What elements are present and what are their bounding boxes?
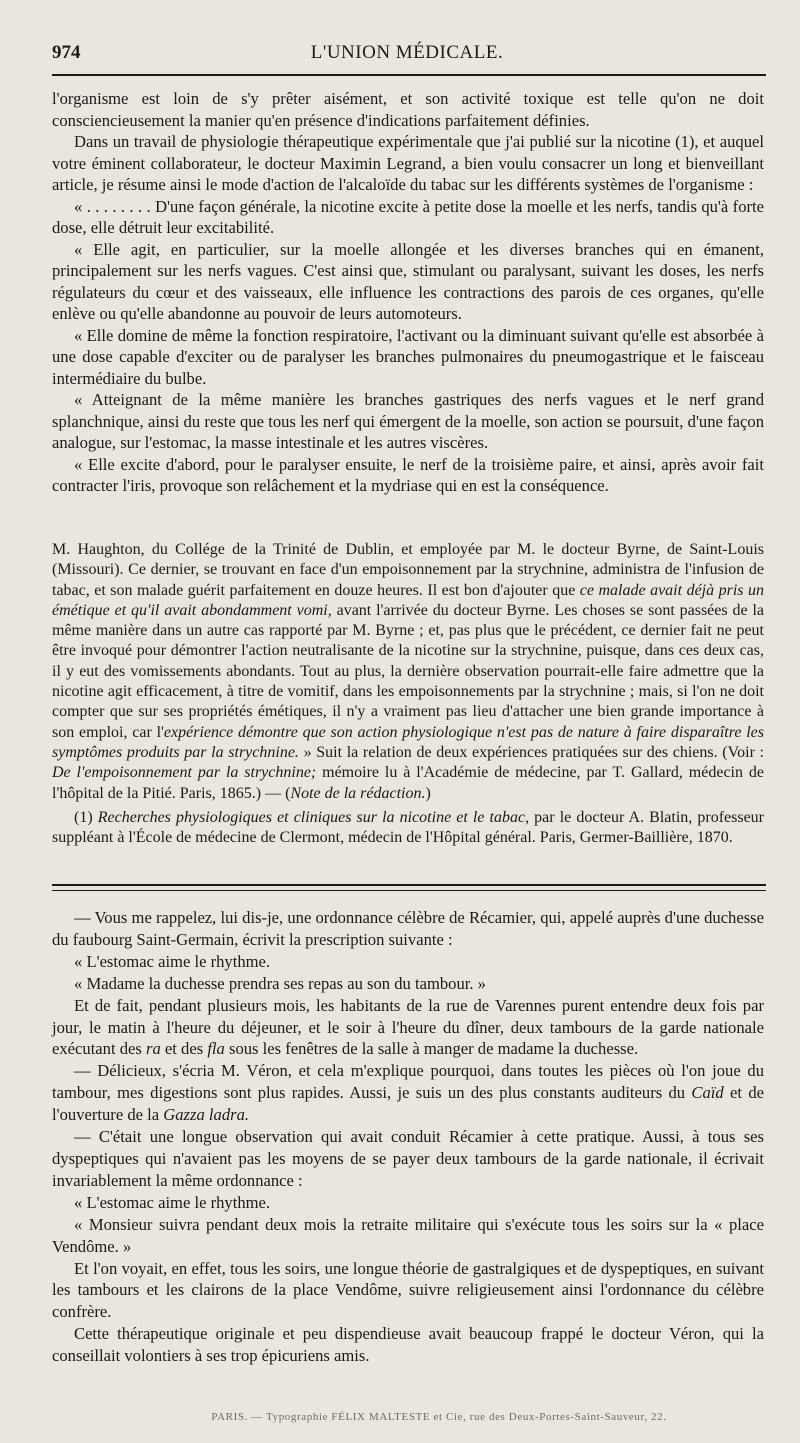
quote-paragraph-5: « Elle excite d'abord, pour le paralyser ensuite, le nerf de la troisième paire, et ainsi, après avoir fait contracter l'iris, provoque son relâchement et la mydriase qui en est la conséquence. — [52, 454, 764, 495]
feuilleton-paragraph-4: Et de fait, pendant plusieurs mois, les habitants de la rue de Varennes purent entendre deux fois par jour, le matin à l'heure du déjeuner, et le soir à l'heure du dîner, deux tambours de la garde nationale exécutant des ra et des fla sous les fenêtres de la salle à manger de madame la duchesse. — [52, 995, 764, 1059]
footnote: (1) Recherches physiologiques et cliniques sur la nicotine et le tabac, par le docteur A. Blatin, professeur suppléant à l'École de médecine de Clermont, médecin de l'Hôpital général. Paris, Germer-Baillière, 1870. — [52, 808, 765, 847]
header-rule — [52, 74, 766, 76]
editorial-note — [52, 540, 764, 848]
printer-imprint: PARIS. — Typographie FÉLIX MALTESTE et Cie, rue des Deux-Portes-Saint-Sauveur, 22. — [211, 1411, 667, 1423]
quote-paragraph-4: « Atteignant de la même manière les branches gastriques des nerfs vagues et le nerf grand splanchnique, ainsi du reste que tous les nerf qui émergent de la moelle, son action se poursuit, d'une façon analogue, sur l'estomac, la masse intestinale et les autres viscères. — [52, 390, 764, 452]
feuilleton-paragraph-7: « L'estomac aime le rhythme. — [74, 1192, 271, 1212]
feuilleton-paragraph-8: « Monsieur suivra pendant deux mois la retraite militaire qui s'exécute tous les soirs sur la « place Vendôme. » — [52, 1214, 764, 1256]
running-header — [52, 38, 762, 66]
main-text — [52, 88, 764, 497]
quote-paragraph-2: « Elle agit, en particulier, sur la moelle allongée et les diverses branches qui en émanent, principalement sur les nerfs vagues. C'est ainsi que, stimulant ou paralysant, suivant les doses, les nerfs régulateurs du cœur et des vaisseaux, elle influence les contractions des parois de ces organes, qu'elle enlève ou qu'elle abandonne au pouvoir de leurs automoteurs. — [52, 239, 764, 323]
feuilleton-rule-top — [52, 884, 766, 886]
feuilleton-paragraph-6: — C'était une longue observation qui avait conduit Récamier à cette pratique. Aussi, à tous ses dyspeptiques qui n'avaient pas les moyens de se payer deux tambours de la garde nationale, il écrivait invariablement la même ordonnance : — [52, 1127, 764, 1190]
feuilleton-paragraph-10: Cette thérapeutique originale et peu dispendieuse avait beaucoup frappé le docteur Véron, qui la conseillait volontiers à ses trop épicuriens amis. — [52, 1324, 764, 1366]
feuilleton-paragraph-9: Et l'on voyait, en effet, tous les soirs, une longue théorie de gastralgiques et de dyspeptiques, en suivant les tambours et les clairons de la place Vendôme, suivre religieusement ainsi l'ordonnance du célèbre confrère. — [52, 1258, 764, 1322]
feuilleton-rule-bottom — [52, 890, 766, 891]
page-number: 974 — [52, 42, 81, 63]
note-paragraph: M. Haughton, du Collége de la Trinité de Dublin, et employée par M. le docteur Byrne, de Saint-Louis (Missouri). Ce dernier, se trouvant en face d'un empoisonnement par la strychnine, administra de l'infusion de tabac, et son malade guérit parfaitement en douze heures. Il est bon d'ajouter que ce malade avait déjà pris un émétique et qu'il avait abondamment vomi, avant l'arrivée du docteur Byrne. Les choses se sont passées de la même manière dans un autre cas rapporté par M. Byrne ; et, pas plus que le précédent, ce dernier fait ne peut être invoqué pour démontrer l'action neutralisante de la nicotine sur la strychnine, puisque, dans ces deux cas, il y eut des vomissements abondants. Tout au plus, la dernière observation pourrait-elle faire admettre que la nicotine agit efficacement, à titre de vomitif, dans les empoisonnements par la strychnine ; mais, si l'on ne doit compter que sur ses propriétés émétiques, il n'y a vraiment pas lieu d'attacher une bien grande importance à son emploi, car l'expérience démontre que son action physiologique n'est pas de nature à faire disparaître les symptômes produits par la strychnine. » Suit la relation de deux expériences pratiquées sur des chiens. (Voir : De l'empoisonnement par la strychnine; mémoire lu à l'Académie de médecine, par T. Gallard, médecin de l'hôpital de la Pitié. Paris, 1865.) — (Note de la rédaction.) — [52, 541, 765, 802]
feuilleton-paragraph-5: — Délicieux, s'écria M. Véron, et cela m'explique pourquoi, dans toutes les pièces où l'on joue du tambour, mes digestions sont plus rapides. Aussi, je suis un des plus constants auditeurs du Caïd et de l'ouverture de la Gazza ladra. — [52, 1061, 764, 1125]
feuilleton-paragraph-1: — Vous me rappelez, lui dis-je, une ordonnance célèbre de Récamier, qui, appelé auprès d'une duchesse du faubourg Saint-Germain, écrivit la prescription suivante : — [52, 908, 764, 949]
quote-paragraph-1: « . . . . . . . . D'une façon générale, la nicotine excite à petite dose la moelle et les nerfs, tandis qu'à forte dose, elle détruit leur excitabilité. — [52, 196, 764, 237]
feuilleton-paragraph-3: « Madame la duchesse prendra ses repas au son du tambour. » — [74, 973, 486, 993]
feuilleton-paragraph-2: « L'estomac aime le rhythme. — [74, 951, 271, 971]
quote-paragraph-3: « Elle domine de même la fonction respiratoire, l'activant ou la diminuant suivant qu'elle est absorbée à une dose capable d'exciter ou de paralyser les branches pulmonaires du pneumogastrique et le faisceau intermédiaire du bulbe. — [52, 325, 764, 388]
paragraph-1: l'organisme est loin de s'y prêter aisément, et son activité toxique est telle qu'on ne doit consciencieusement la manier qu'en présence d'indications parfaitement définies. — [52, 89, 764, 130]
feuilleton-text — [52, 907, 764, 1367]
journal-title: L'UNION MÉDICALE. — [310, 42, 504, 63]
paragraph-2: Dans un travail de physiologie thérapeutique expérimentale que j'ai publié sur la nicotine (1), et auquel votre éminent collaborateur, le docteur Maximin Legrand, a bien voulu consacrer un long et bienveillant article, je résume ainsi le mode d'action de l'alcaloïde du tabac sur les différents systèmes de l'organisme : — [52, 132, 764, 194]
